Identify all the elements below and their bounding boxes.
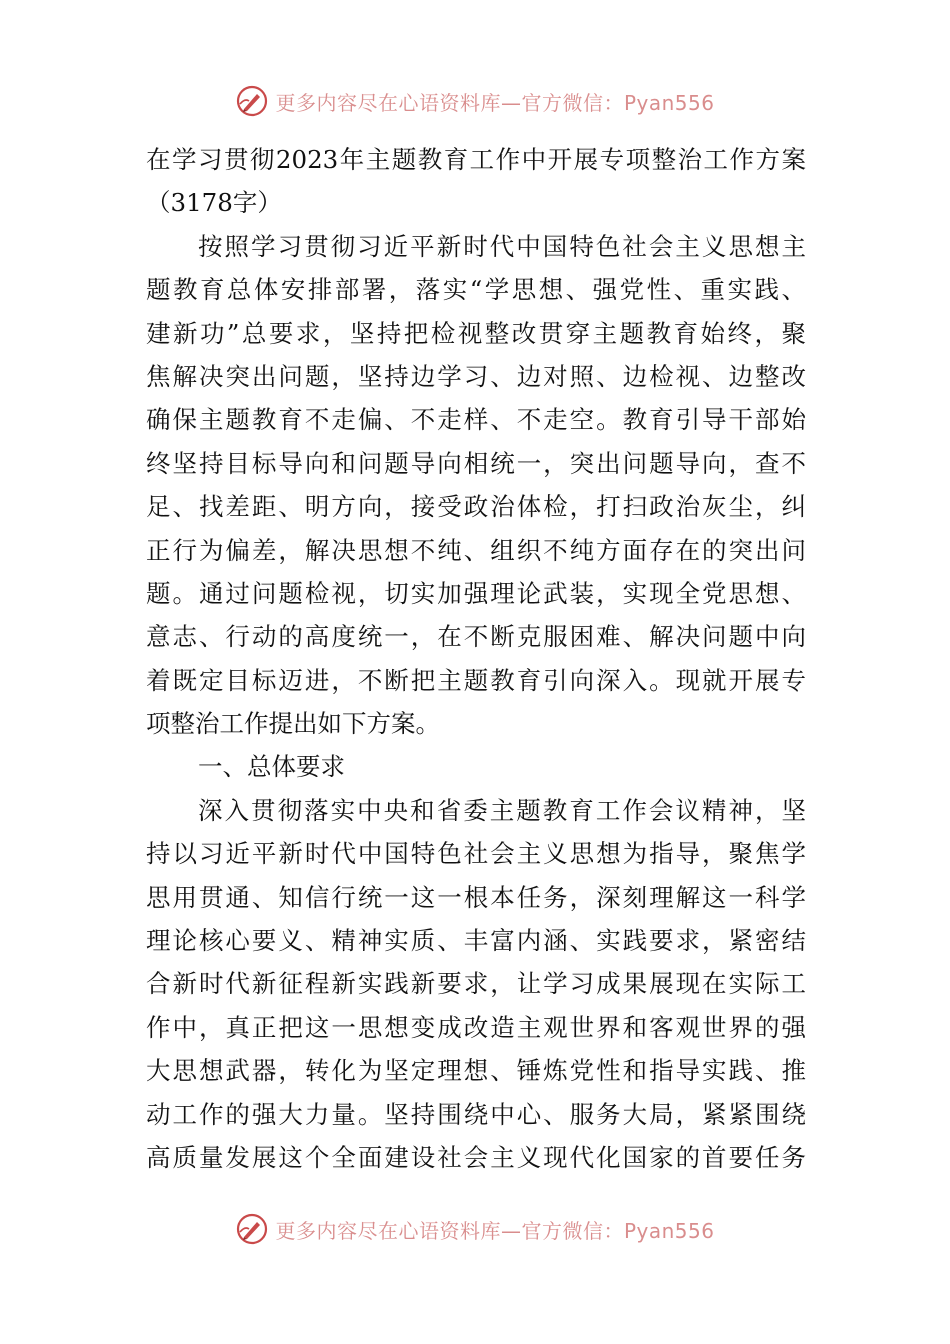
document-title: 在学习贯彻2023年主题教育工作中开展专项整治工作方案	[146, 145, 806, 174]
paragraph-line: 深入贯彻落实中央和省委主题教育工作会议精神，坚	[198, 795, 806, 825]
watermark-text: 更多内容尽在心语资料库—官方微信：Pyan556	[275, 1218, 715, 1243]
header-watermark-banner	[0, 79, 950, 123]
pen-circle-logo-icon	[235, 84, 269, 118]
paragraph-line: 项整治工作提出如下方案。	[146, 709, 440, 739]
paragraph-line: 意志、行动的高度统一，在不断克服困难、解决问题中向	[146, 622, 806, 652]
section-heading: 一、总体要求	[198, 752, 345, 782]
paragraph-line: 思用贯通、知信行统一这一根本任务，深刻理解这一科学	[146, 882, 806, 912]
pen-circle-logo-icon	[235, 1212, 269, 1246]
paragraph-line: 着既定目标迈进，不断把主题教育引向深入。现就开展专	[146, 665, 806, 695]
paragraph-line: 题。通过问题检视，切实加强理论武装，实现全党思想、	[146, 578, 806, 608]
paragraph-line: 作中，真正把这一思想变成改造主观世界和客观世界的强	[146, 1012, 806, 1042]
paragraph-line: 足、找差距、明方向，接受政治体检，打扫政治灰尘，纠	[146, 492, 806, 522]
footer-watermark-banner	[0, 1207, 950, 1251]
paragraph-line: 按照学习贯彻习近平新时代中国特色社会主义思想主	[198, 231, 806, 261]
document-body	[146, 138, 806, 1179]
paragraph-line: 高质量发展这个全面建设社会主义现代化国家的首要任务	[146, 1142, 806, 1172]
paragraph-line: 理论核心要义、精神实质、丰富内涵、实践要求，紧密结	[146, 926, 806, 956]
paragraph-line: 焦解决突出问题，坚持边学习、边对照、边检视、边整改	[146, 361, 806, 391]
paragraph-line: 正行为偏差，解决思想不纯、组织不纯方面存在的突出问	[146, 535, 806, 565]
paragraph-line: 持以习近平新时代中国特色社会主义思想为指导，聚焦学	[146, 839, 806, 869]
paragraph-line: 终坚持目标导向和问题导向相统一，突出问题导向，查不	[146, 448, 806, 478]
paragraph-line: 题教育总体安排部署，落实“学思想、强党性、重实践、	[146, 275, 806, 305]
paragraph-line: 建新功”总要求，坚持把检视整改贯穿主题教育始终，聚	[146, 318, 806, 348]
watermark-text: 更多内容尽在心语资料库—官方微信：Pyan556	[275, 90, 715, 115]
document-title-wordcount: （3178字）	[146, 188, 282, 218]
paragraph-line: 动工作的强大力量。坚持围绕中心、服务大局，紧紧围绕	[146, 1099, 806, 1129]
paragraph-line: 合新时代新征程新实践新要求，让学习成果展现在实际工	[146, 969, 806, 999]
paragraph-line: 确保主题教育不走偏、不走样、不走空。教育引导干部始	[146, 405, 806, 435]
paragraph-line: 大思想武器，转化为坚定理想、锤炼党性和指导实践、推	[146, 1056, 806, 1086]
